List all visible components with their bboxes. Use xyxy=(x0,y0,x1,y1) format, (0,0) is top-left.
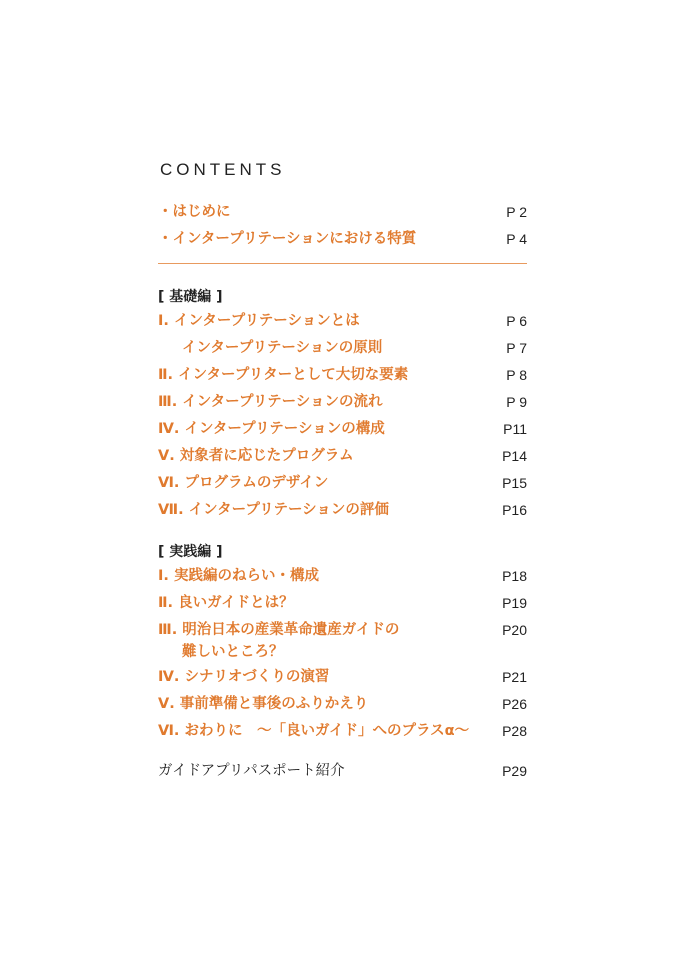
toc-entry-page: P28 xyxy=(502,723,527,739)
toc-entry-label-continued: 難しいところ？ xyxy=(182,644,284,660)
section-heading-basics: [ 基礎編 ] xyxy=(158,289,223,305)
toc-entry-label: Ⅵ. おわりに ～「良いガイド」へのプラスα～ xyxy=(158,723,470,739)
toc-entry-label: インタープリテーションの原則 xyxy=(182,340,383,356)
toc-entry-label: Ⅰ. インタープリテーションとは xyxy=(158,313,360,329)
toc-entry-page: P26 xyxy=(502,696,527,712)
toc-entry-page: P16 xyxy=(502,502,527,518)
contents-title: CONTENTS xyxy=(160,160,286,179)
toc-entry-page: P 4 xyxy=(506,231,527,247)
toc-entry-label: Ⅶ. インタープリテーションの評価 xyxy=(158,502,389,518)
toc-entry-label: Ⅲ. インタープリテーションの流れ xyxy=(158,394,383,410)
toc-entry[interactable] xyxy=(158,417,527,441)
toc-entry[interactable] xyxy=(158,471,527,495)
toc-entry-label: ・インタープリテーションにおける特質 xyxy=(158,231,417,247)
toc-entry-page: P 9 xyxy=(506,394,527,410)
toc-entry-hajimeni[interactable] xyxy=(158,200,527,224)
section-divider xyxy=(158,263,527,264)
toc-entry[interactable] xyxy=(158,336,527,360)
toc-entry-page: P 2 xyxy=(506,204,527,220)
toc-entry[interactable] xyxy=(158,309,527,333)
toc-entry-label: Ⅱ. 良いガイドとは？ xyxy=(158,595,294,611)
toc-entry-passport[interactable] xyxy=(158,759,527,783)
toc-entry-page: P19 xyxy=(502,595,527,611)
toc-entry-label: Ⅵ. プログラムのデザイン xyxy=(158,475,329,491)
toc-entry-label: Ⅳ. シナリオづくりの演習 xyxy=(158,669,330,685)
toc-entry-page: P 7 xyxy=(506,340,527,356)
toc-entry-page: P14 xyxy=(502,448,527,464)
toc-entry-label: Ⅲ. 明治日本の産業革命遺産ガイドの xyxy=(158,622,400,638)
toc-entry[interactable] xyxy=(158,618,527,666)
toc-entry-label: ・はじめに xyxy=(158,204,231,220)
toc-entry-page: P29 xyxy=(502,763,527,779)
toc-entry-page: P11 xyxy=(503,421,527,437)
toc-entry-page: P 6 xyxy=(506,313,527,329)
toc-entry-tokushitsu[interactable] xyxy=(158,227,527,251)
toc-entry-label: Ⅴ. 対象者に応じたプログラム xyxy=(158,448,354,464)
toc-entry[interactable] xyxy=(158,363,527,387)
toc-entry-label: Ⅰ. 実践編のねらい・構成 xyxy=(158,568,319,584)
toc-entry-label: Ⅴ. 事前準備と事後のふりかえり xyxy=(158,696,369,712)
section-heading-practice: [ 実践編 ] xyxy=(158,544,223,560)
toc-entry[interactable] xyxy=(158,665,527,689)
toc-entry-page: P21 xyxy=(502,669,527,685)
toc-entry[interactable] xyxy=(158,564,527,588)
toc-entry-page: P 8 xyxy=(506,367,527,383)
toc-entry[interactable] xyxy=(158,444,527,468)
toc-entry-page: P18 xyxy=(502,568,527,584)
toc-entry[interactable] xyxy=(158,498,527,522)
toc-entry-label: ガイドアプリパスポート紹介 xyxy=(158,763,345,779)
toc-entry[interactable] xyxy=(158,591,527,615)
toc-entry[interactable] xyxy=(158,692,527,716)
toc-entry-page: P20 xyxy=(502,622,527,638)
toc-entry-label: Ⅳ. インタープリテーションの構成 xyxy=(158,421,385,437)
toc-entry[interactable] xyxy=(158,719,527,743)
toc-entry-label: Ⅱ. インタープリターとして大切な要素 xyxy=(158,367,409,383)
toc-entry[interactable] xyxy=(158,390,527,414)
toc-entry-page: P15 xyxy=(502,475,527,491)
